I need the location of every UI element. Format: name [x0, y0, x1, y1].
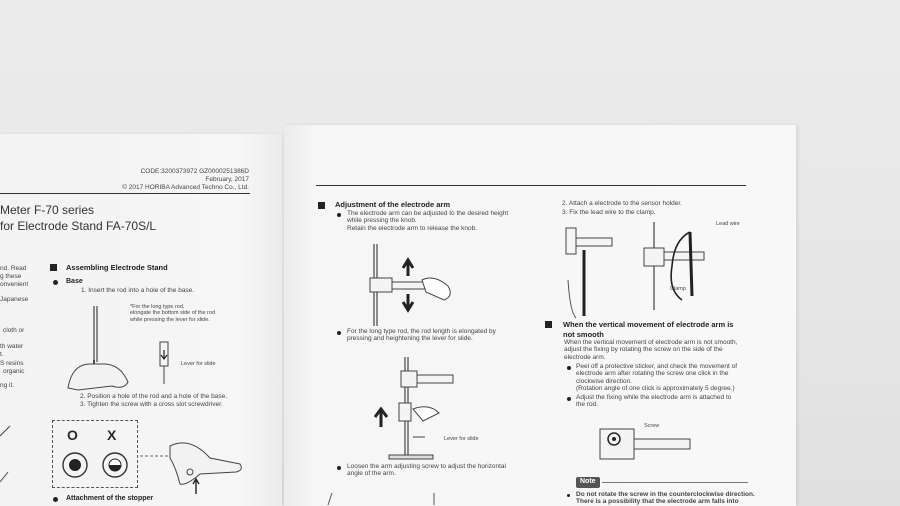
note-badge — [576, 477, 600, 488]
note-text: Do not rotate the screw in the counterclockwise direction. There is a possibility that the electrode arm falls into — [576, 491, 755, 506]
ok-mark: O — [67, 427, 78, 443]
bullet-dot — [337, 331, 341, 335]
document-date: February, 2017 — [205, 176, 249, 183]
base-step-1: 1. Insert the rod into a hole of the base. — [81, 287, 195, 294]
adjustment-heading: Adjustment of the electrode arm — [335, 200, 451, 209]
margin-fragment: S resins — [0, 360, 24, 367]
not-smooth-bullet-1: Peel off a protective sticker, and check the movement of electrode arm after rotating the screw one click in the clockwise direction. (Rotation angle of one click is approximately 5 degree.) — [576, 363, 738, 393]
assembling-heading: Assembling Electrode Stand — [66, 263, 168, 272]
margin-fragment: onvenient — [0, 281, 29, 288]
bullet-dot — [567, 366, 571, 370]
lever-closeup-illustration — [152, 336, 182, 386]
title-line-2: for Electrode Stand FA-70S/L — [0, 219, 157, 233]
copyright: © 2017 HORIBA Advanced Techno Co., Ltd. — [122, 184, 249, 191]
document-code: CODE:3200373972 GZ0000251386D — [140, 168, 249, 175]
right-page — [284, 125, 796, 506]
margin-fragment: th water — [0, 343, 24, 350]
margin-fragment: organic — [3, 368, 25, 375]
electrode-step-3: 3. Fix the lead wire to the clamp. — [562, 209, 656, 216]
margin-fragment: g these — [0, 273, 22, 280]
adjustment-bullet-2: For the long type rod, the rod length is elongated by pressing and heightening the lever for slide. — [347, 328, 496, 343]
section-marker — [50, 264, 57, 271]
margin-fragment: t. — [0, 351, 4, 358]
lead-wire-label: Lead wire — [716, 221, 740, 227]
base-rod-illustration — [60, 302, 140, 392]
adjustment-bullet-3: Loosen the arm adjusting screw to adjust the horizontal angle of the arm. — [347, 463, 506, 478]
knob-press-illustration — [364, 240, 474, 330]
screw-label: Screw — [644, 423, 660, 429]
bullet-dot — [337, 213, 341, 217]
header-rule — [0, 193, 250, 194]
electrode-step-2: 2. Attach a electrode to the sensor holder. — [562, 200, 682, 207]
bullet-dot — [567, 397, 571, 401]
title-line-1: Meter F-70 series — [0, 203, 95, 217]
bullet-dot — [567, 494, 570, 497]
margin-fragment: Japanese — [0, 296, 29, 303]
not-smooth-intro: When the vertical movement of electrode arm is not smooth, adjust the fixing by rotating the screw on the side of the electrode arm. — [564, 339, 738, 361]
lever-slide-illustration — [369, 353, 469, 463]
lever-for-slide-label: Lever for slide — [444, 436, 479, 442]
margin-fragment: cloth or — [3, 327, 25, 334]
bullet-dot — [53, 497, 58, 502]
note-label: Note — [580, 478, 596, 485]
ng-mark: X — [107, 427, 117, 443]
sensor-holder-illustration — [562, 220, 622, 320]
edge-illustration-fragment — [0, 422, 14, 492]
not-smooth-bullet-2: Adjust the fixing while the electrode arm is attached to the rod. — [576, 394, 732, 409]
margin-fragment: nd. Read — [0, 265, 27, 272]
long-rod-note: *For the long type rod, elongate the bottom side of the rod while pressing the lever for slide. — [130, 304, 216, 323]
base-step-3: 3. Tighten the screw with a cross slot screwdriver. — [80, 401, 223, 408]
stopper-heading: Attachment of the stopper — [66, 495, 154, 502]
not-smooth-heading: When the vertical movement of electrode arm is not smooth — [563, 320, 734, 339]
clamp-label: Clamp — [670, 286, 686, 292]
base-step-2: 2. Position a hole of the rod and a hole of the base. — [80, 393, 228, 400]
bottom-illustration-fragment — [324, 491, 444, 506]
screw-hole-diagrams — [61, 449, 133, 481]
bullet-dot — [337, 466, 341, 470]
section-marker — [545, 321, 552, 328]
lead-wire-clamp-illustration — [642, 220, 722, 315]
header-rule — [316, 185, 746, 186]
bullet-dot — [53, 280, 58, 285]
section-marker — [318, 202, 325, 209]
base-assembly-illustration — [140, 428, 250, 498]
margin-fragment: ng it. — [0, 382, 15, 389]
ok-ng-comparison-box — [52, 420, 138, 488]
lever-for-slide-label: Lever for slide — [181, 361, 216, 367]
left-page — [0, 134, 282, 506]
base-subheading: Base — [66, 278, 83, 285]
adjustment-bullet-1: The electrode arm can be adjusted to the desired height while pressing the knob. Retain the electrode arm to release the knob. — [347, 210, 509, 232]
note-rule — [602, 482, 748, 483]
